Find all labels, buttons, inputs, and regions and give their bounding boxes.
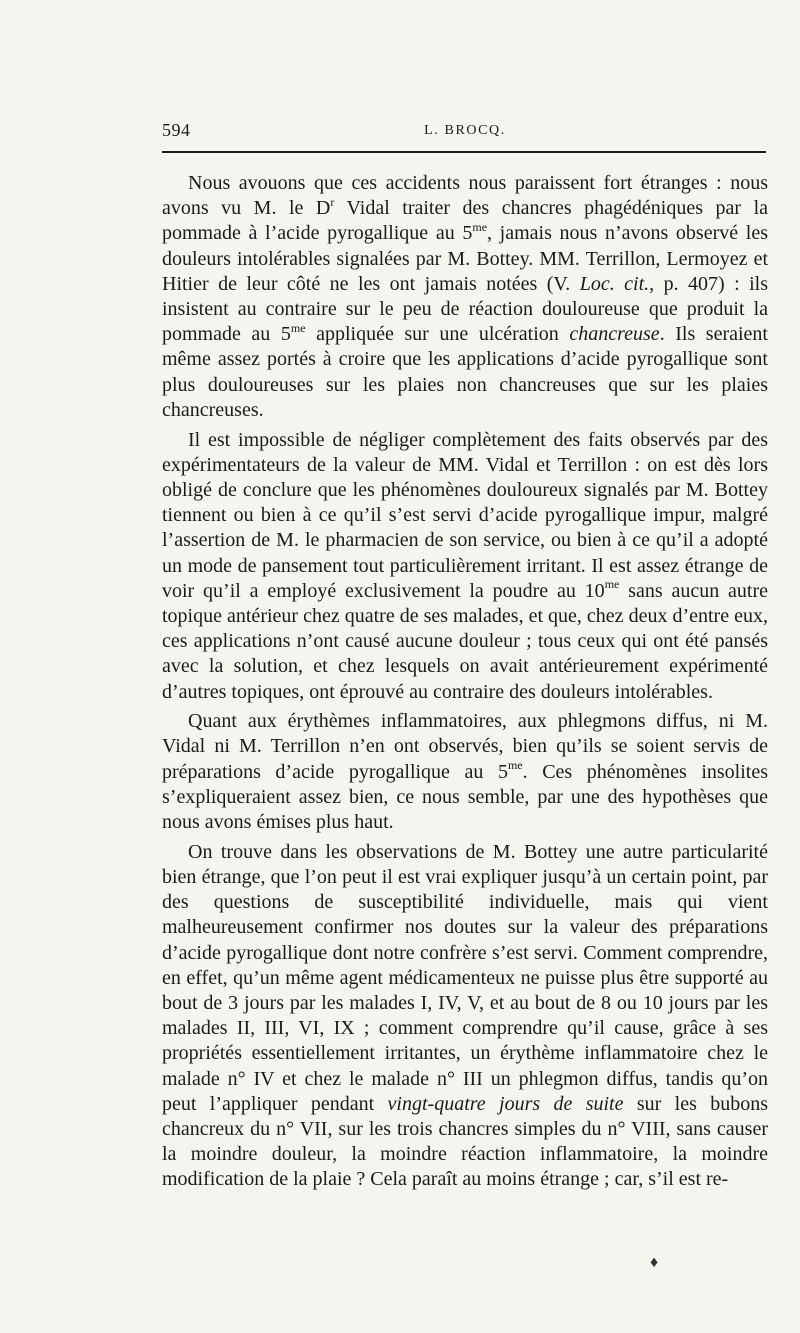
text-run: sur les bubons chancreux du n° VII, sur les trois chancres simples du n° VIII, sans causer la moindre douleur, la moindre réaction inflammatoire, la moindre modification de la plaie ? Cela paraît au moins étrange ; car, s’il est re-: [162, 1092, 768, 1191]
text-run: , jamais nous n’avons observé les douleurs intolérables signalées par M. Bottey. MM. Terrillon, Lermoyez et Hitier de leur côté ne les ont jamais notées (V.: [162, 222, 768, 295]
text-run: sans aucun autre topique antérieur chez quatre de ses malades, et que, chez deux d’entre eux, ces applications n’ont causé aucune douleur ; tous ceux qui ont été pansés avec la solution, et chez lesquels on avait antérieurement expérimenté d’autres topiques, ont éprouvé au contraire des douleurs intolérables.: [162, 579, 768, 703]
text-run: On trouve dans les observations de M. Bottey une autre particularité bien étrange, que l’on peut il est vrai expliquer jusqu’à un certain point, par des questions de susceptibilité individuelle, mais qui vient malheureusement confirmer nos doutes sur la valeur des préparations d’acide pyrogallique dont notre confrère s’est servi. Comment comprendre, en effet, qu’un même agent médicamenteux ne puisse plus être supporté au bout de 3 jours par les malades I, IV, V, et au bout de 8 ou 10 jours par les malades II, III, VI, IX ; comment comprendre qu’il cause, grâce à ses propriétés essentiellement irritantes, un érythème inflammatoire chez le malade n° IV et chez le malade n° III un phlegmon diffus, tandis qu’on peut l’appliquer pendant: [162, 840, 768, 1115]
text-run: . Ils seraient même assez portés à croire que les applications d’acide pyrogallique sont plus douloureuses sur les plaies non chancreuses que sur les plaies chancreuses.: [162, 323, 768, 421]
body-text: [162, 171, 768, 1193]
page-number: 594: [162, 120, 191, 140]
text-run: Quant aux érythèmes inflammatoires, aux phlegmons diffus, ni M. Vidal ni M. Terrillon n’en ont observés, bien qu’ils se soient servis de préparations d’acide pyrogallique au 5: [162, 710, 768, 783]
paragraph: [162, 171, 768, 423]
paragraph: [162, 428, 768, 705]
text-run: Nous avouons que ces accidents nous paraissent fort étranges : nous avons vu M. le D: [162, 172, 768, 220]
text-run: . Ces phénomènes insolites s’expliqueraient assez bien, ce nous semble, par une des hypothèses que nous avons émises plus haut.: [162, 760, 769, 834]
paragraph: [162, 709, 768, 835]
superscript: me: [507, 758, 523, 773]
text-run: Il est impossible de négliger complètement des faits observés par des expérimentateurs de la valeur de MM. Vidal et Terrillon : on est dès lors obligé de conclure que les phénomènes douloureux signalés par M. Bottey tiennent ou bien à ce qu’il s’est servi d’acide pyrogallique impur, malgré l’assertion de M. le pharmacien de son service, ou bien à ce qu’il a adopté un mode de pansement tout particulièrement irritant. Il est assez étrange de voir qu’il a employé exclusivement la poudre au 10: [162, 428, 768, 602]
italic-text: chancreuse: [569, 323, 660, 346]
superscript: r: [330, 194, 335, 209]
header-rule: [162, 151, 766, 153]
text-run: appliquée sur une ulcération: [305, 323, 570, 346]
text-run: , p. 407) : ils insistent au contraire sur le peu de réaction douloureuse que produit la pommade au 5: [162, 272, 768, 346]
superscript: me: [604, 577, 620, 592]
paragraph: [162, 840, 768, 1193]
running-head: L. BROCQ.: [424, 123, 506, 138]
italic-text: vingt-quatre jours de suite: [387, 1092, 624, 1115]
superscript: me: [290, 320, 306, 335]
text-run: Vidal traiter des chancres phagédéniques par la pommade à l’acide pyrogallique au 5: [162, 197, 768, 245]
ink-mark: ♦: [650, 1254, 659, 1271]
italic-text: Loc. cit.: [579, 272, 650, 295]
superscript: me: [472, 219, 488, 234]
